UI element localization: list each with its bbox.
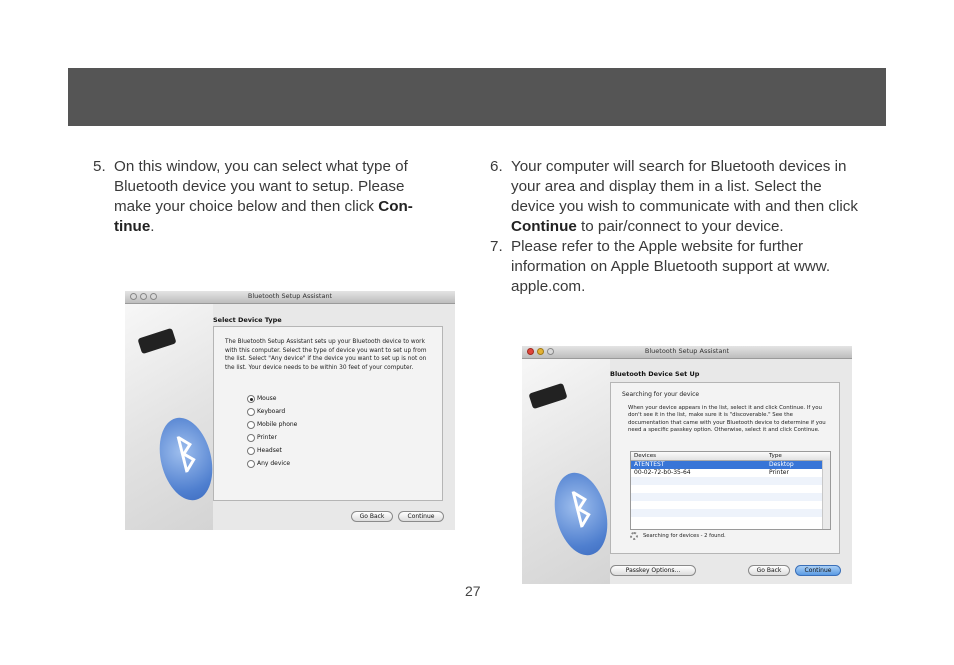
column-header-type[interactable]: Type [769,453,782,459]
section-heading: Select Device Type [213,316,282,324]
empty-row [631,509,822,517]
header-band [68,68,886,126]
step-5 [93,157,445,237]
window-titlebar [125,291,455,304]
option-mobile-phone-radio[interactable]: Mobile phone [247,420,297,429]
window-title: Bluetooth Setup Assistant [644,347,730,355]
steps-right [490,157,866,297]
step-text: Please refer to the Apple website for further information on Apple Bluetooth support at www. apple.com. [511,238,831,295]
continue-button[interactable]: Continue [398,511,444,522]
empty-row [631,477,822,485]
bluetooth-setup-window-device-search [522,346,852,584]
bluetooth-setup-window-device-type [125,291,455,530]
table-row[interactable] [631,461,822,469]
step-text-end: to pair/connect to your device. [576,218,784,235]
search-status: Searching for devices - 2 found. [643,533,726,539]
device-name: ATENTEST [634,461,665,468]
page-number: 27 [465,583,481,599]
description-text: When your device appears in the list, select it and click Continue. If you don't see it in the list, make sure it is "discoverable." See the documentation that came with your Bluetooth device to determine if you need a specific passkey option. Otherwise, select it and click Continue. [628,405,826,434]
option-mouse-radio[interactable]: Mouse [247,394,276,403]
device-type: Desktop [769,461,794,468]
option-printer-radio[interactable]: Printer [247,433,277,442]
steps-left [93,157,445,237]
window-title: Bluetooth Setup Assistant [247,292,333,300]
option-any-device-radio[interactable]: Any device [247,459,290,468]
go-back-button[interactable]: Go Back [748,565,790,576]
bluetooth-glyph-icon: ᛒ [564,483,600,535]
progress-spinner-icon [630,532,638,540]
step-7 [490,237,866,297]
option-keyboard-radio[interactable]: Keyboard [247,407,285,416]
step-text: Your computer will search for Bluetooth devices in your area and display them in a list. Select the device you wish to communicate with and then click [511,158,858,215]
description-text: The Bluetooth Setup Assistant sets up your Bluetooth device to work with this computer. Select the type of device you want to set up from the list. Select "Any device" if the device you want to set up is not on the list. Your device needs to be within 30 feet of your computer. [225,339,427,371]
devices-table[interactable] [630,451,831,530]
section-heading: Bluetooth Device Set Up [610,370,700,378]
step-text: On this window, you can select what type of Bluetooth device you want to setup. Please make your choice below and then click [114,158,408,215]
step-bold-text: Con-tinue [114,198,413,235]
bluetooth-glyph-icon: ᛒ [169,428,205,480]
step-bold-text: Continue [511,218,577,235]
column-header-devices[interactable]: Devices [634,453,657,459]
option-headset-radio[interactable]: Headset [247,446,282,455]
subheading: Searching for your device [622,391,700,398]
table-header [631,452,830,461]
continue-button[interactable]: Continue [795,565,841,576]
step-number: 5. [93,158,106,175]
step-text-end: . [150,218,155,235]
empty-row [631,493,822,501]
device-name: 00-02-72-b0-35-64 [634,469,691,476]
window-titlebar [522,346,852,359]
device-type: Printer [769,469,789,476]
table-row[interactable] [631,469,822,477]
step-6 [490,157,866,237]
passkey-options-button[interactable]: Passkey Options... [610,565,696,576]
content-pane [610,382,840,554]
step-number: 7. [490,238,503,255]
content-pane [213,326,443,501]
go-back-button[interactable]: Go Back [351,511,393,522]
table-scrollbar[interactable] [822,460,830,529]
step-number: 6. [490,158,503,175]
